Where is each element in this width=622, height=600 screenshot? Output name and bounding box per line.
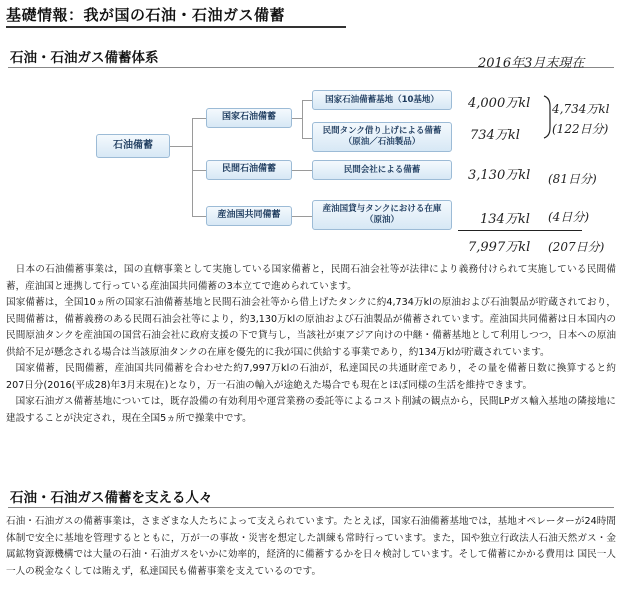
- section-heading-system: 石油・石油ガス備蓄体系: [10, 50, 159, 66]
- paragraph: 石油・石油ガスの備蓄事業は，さまざまな人たちによって支えられています。たとえば，国家石油備蓄基地では，基地オペレーターが24時間体制で安全に基地を管理するとともに，万が一の事故・災害を想定した訓練も常時行っています。また，国や独立行政法人石油天然ガス・金属鉱物資源機構では大量の石油・石油ガスをいかに効率的，経済的に備蓄するかを日々検討しています。そして備蓄にかかる費用は 国民一人一人の税金なくしては賄えず，私達国民も備蓄事業を支えているのです。: [6, 516, 616, 577]
- node-joint-tank: 産油国貸与タンクにおける在庫 （原油）: [312, 200, 452, 230]
- paragraph: 国家石油ガス備蓄基地については，既存設備の有効利用や運営業務の委託等によるコスト削減の観点から，民間LPガス輸入基地の隣接地に建設することが決定され，現在全国5ヵ所で操業中です。: [6, 396, 616, 424]
- node-national-stockpile: 国家石油備蓄: [206, 108, 292, 128]
- section-rule-people: [8, 507, 614, 508]
- paragraph: 国家備蓄は，全国10ヵ所の国家石油備蓄基地と民間石油会社等から借上げたタンクに約4,734万klの原油および石油製品が貯蔵されており，民間備蓄は，備蓄義務のある民間石油会社等により，約3,130万klの原油および石油製品が備蓄されています。産油国共同備蓄は日本国内の民間原油タンクを産油国の国営石油会社に政府支援の下で貸与し，当該社が東アジア向けの中継・備蓄基地として利用しつつ，日本への原油供給不足が懸念される場合は当該原油タンクの在庫を優先的に我が国に供給する事業であり，約134万klが貯蔵されています。: [6, 297, 616, 358]
- node-private-company: 民間会社による備蓄: [312, 160, 452, 180]
- connector: [192, 216, 206, 217]
- handwritten-national-rental-amount: 734万kl: [470, 128, 520, 143]
- node-private-stockpile: 民間石油備蓄: [206, 160, 292, 180]
- handwritten-grand-days: (207日分): [548, 240, 605, 254]
- node-national-base: 国家石油備蓄基地（10基地）: [312, 90, 452, 110]
- connector: [302, 100, 303, 138]
- page-title: 基礎情報：我が国の石油・石油ガス備蓄: [6, 6, 286, 24]
- handwritten-national-days: (122日分): [552, 122, 609, 136]
- paragraph: 国家備蓄，民間備蓄，産油国共同備蓄を合わせた約7,997万klの石油が，私達国民の共通財産であり，その量を備蓄日数に換算すると約207日分(2016(平成28)年3月末現在)となり，万一石油の輸入が途絶えた場合でも現在とほぼ同様の生活を維持できます。: [6, 363, 616, 391]
- node-oil-stockpile: 石油備蓄: [96, 134, 170, 158]
- node-national-rental: 民間タンク借り上げによる備蓄 （原油／石油製品）: [312, 122, 452, 152]
- connector: [192, 118, 193, 216]
- connector: [292, 118, 302, 119]
- handwritten-private-days: (81日分): [548, 172, 597, 186]
- section-heading-people: 石油・石油ガス備蓄を支える人々: [10, 490, 213, 506]
- connector: [170, 146, 192, 147]
- handwritten-private-amount: 3,130万kl: [468, 168, 531, 183]
- handwritten-joint-days: (4日分): [548, 210, 589, 224]
- handwritten-joint-amount: 134万kl: [480, 212, 530, 227]
- connector: [192, 170, 206, 171]
- body-text-system: [6, 262, 616, 427]
- handwritten-grand-total: 7,997万kl: [468, 240, 531, 255]
- node-joint-stockpile: 産油国共同備蓄: [206, 206, 292, 226]
- paragraph: 日本の石油備蓄事業は，国の直轄事業として実施している国家備蓄と，民間石油会社等が法律により義務付けられて実施している民間備蓄，産油国と連携して行っている産油国共同備蓄の3本立てで進められています。: [6, 264, 616, 292]
- handwritten-national-total: 4,734万kl: [552, 102, 610, 116]
- handwritten-national-base-amount: 4,000万kl: [468, 96, 531, 111]
- connector: [292, 170, 312, 171]
- connector: [192, 118, 206, 119]
- connector: [302, 138, 312, 139]
- connector: [292, 216, 312, 217]
- connector: [302, 100, 312, 101]
- body-text-people: [6, 514, 616, 580]
- handwritten-sum-line: [458, 230, 582, 231]
- stockpile-system-diagram: [0, 0, 622, 260]
- handwritten-date: 2016年3月末現在: [478, 56, 585, 71]
